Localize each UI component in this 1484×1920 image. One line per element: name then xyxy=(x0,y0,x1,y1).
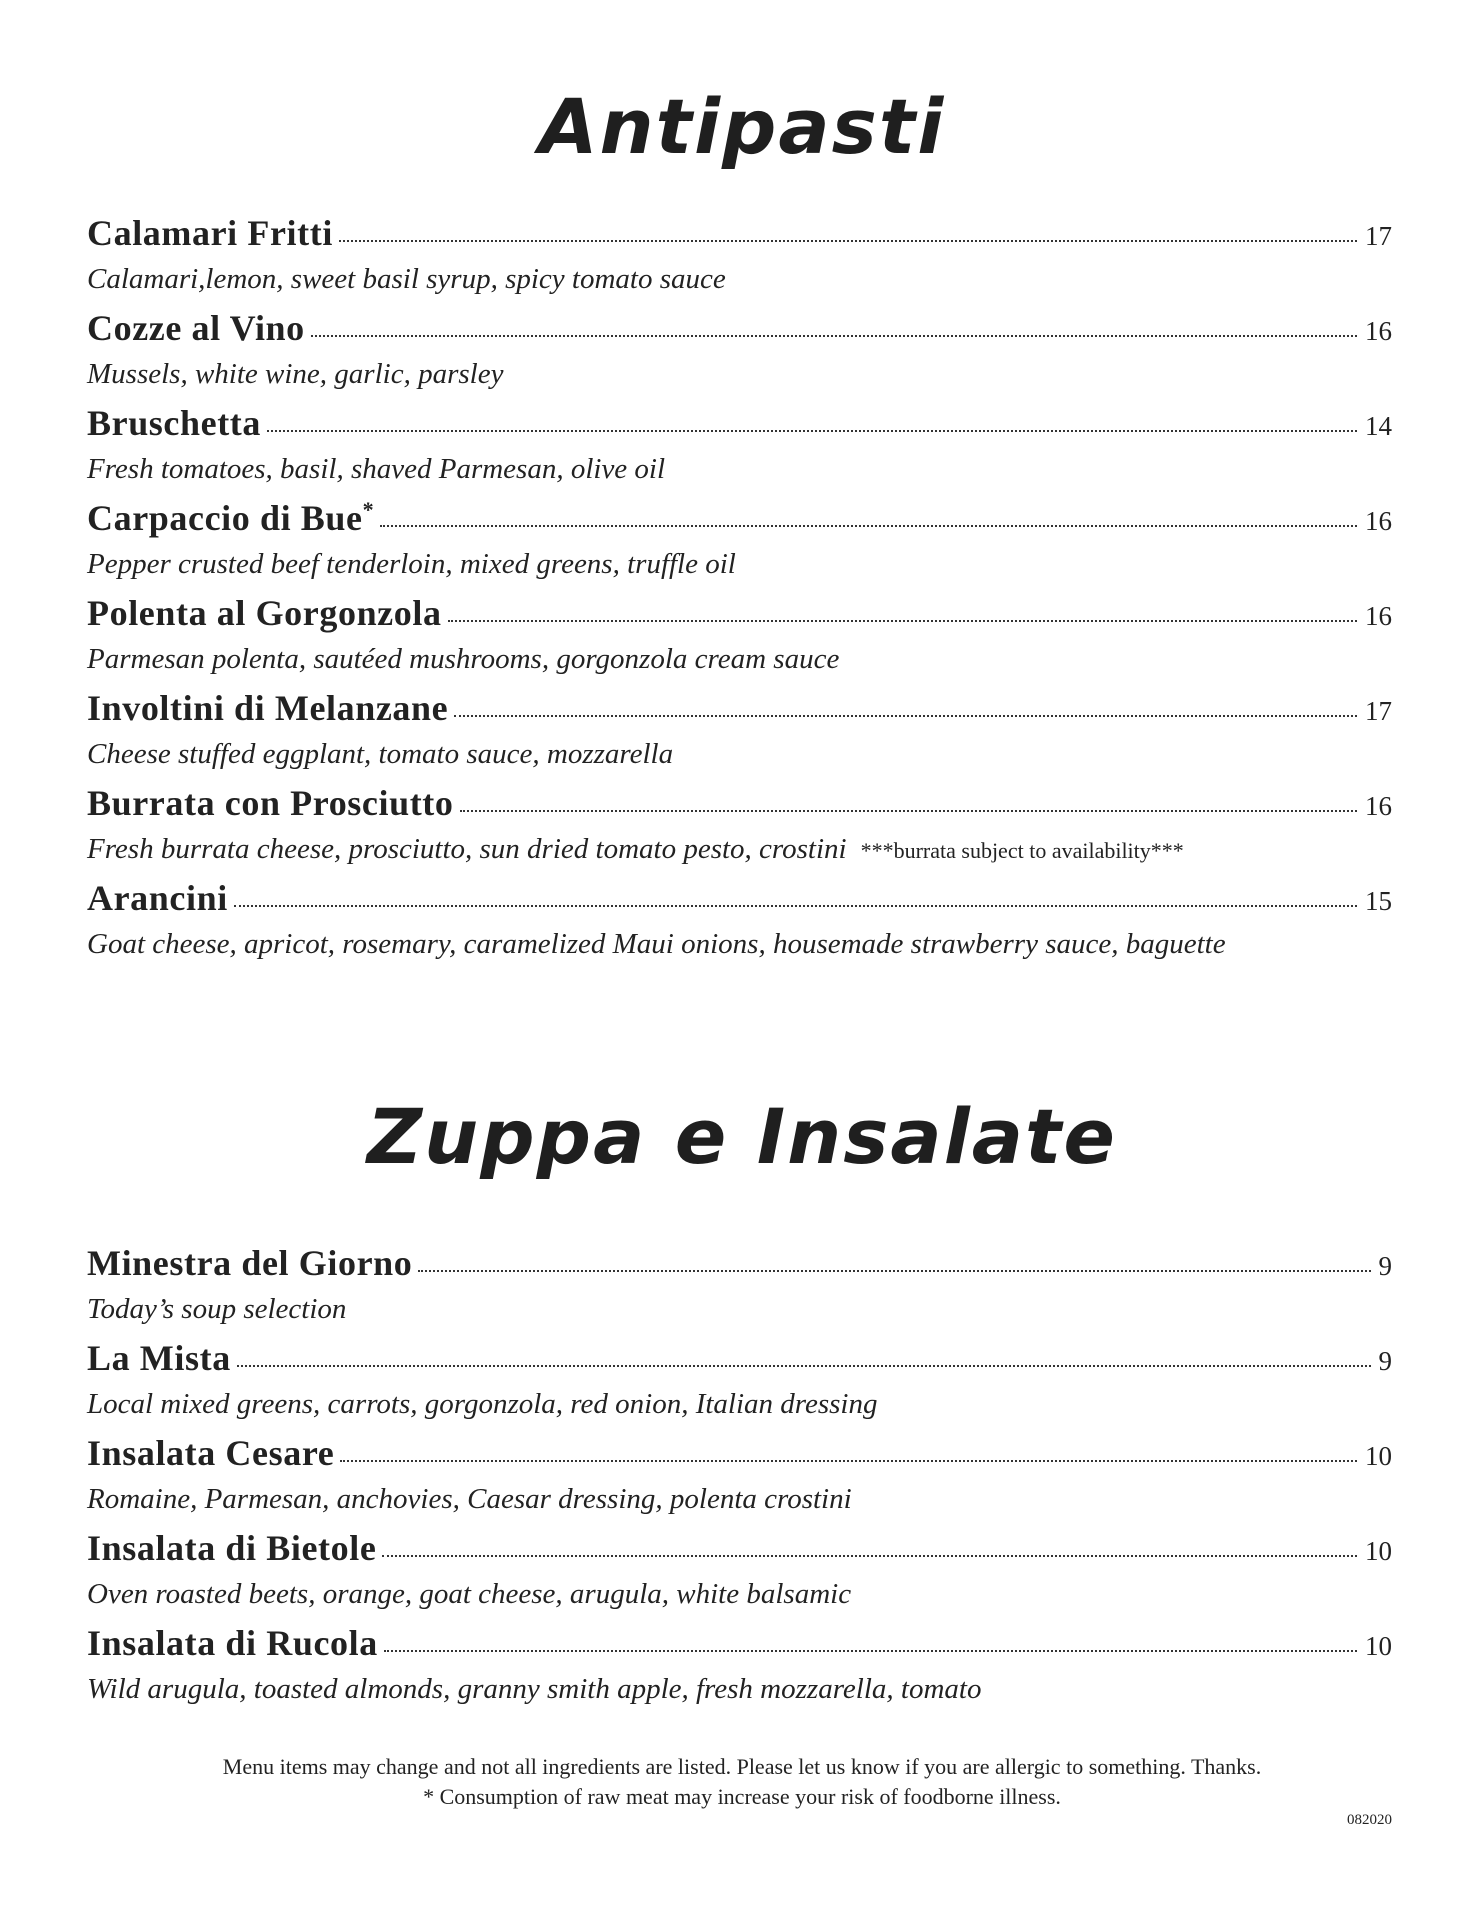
menu-item xyxy=(87,687,1392,782)
item-price: 10 xyxy=(1365,1631,1392,1661)
dot-leader xyxy=(380,525,1357,527)
item-price: 10 xyxy=(1365,1441,1392,1471)
item-description: Oven roasted beets, orange, goat cheese, arugula, white balsamic xyxy=(87,1578,852,1610)
dot-leader xyxy=(311,335,1357,337)
item-price: 16 xyxy=(1365,316,1392,346)
menu-item xyxy=(87,307,1392,402)
menu-item xyxy=(87,497,1392,592)
menu-item xyxy=(87,1337,1392,1432)
item-description: Local mixed greens, carrots, gorgonzola, red onion, Italian dressing xyxy=(87,1388,878,1420)
dot-leader xyxy=(418,1270,1370,1272)
menu-item xyxy=(87,1622,1392,1717)
availability-note: ***burrata subject to availability*** xyxy=(860,838,1184,863)
item-price: 14 xyxy=(1365,411,1392,441)
menu-item xyxy=(87,1432,1392,1527)
item-description: Wild arugula, toasted almonds, granny smith apple, fresh mozzarella, tomato xyxy=(87,1673,982,1705)
menu-item xyxy=(87,782,1392,877)
item-price: 16 xyxy=(1365,506,1392,536)
item-name: La Mista xyxy=(87,1338,231,1378)
menu-item xyxy=(87,402,1392,497)
dot-leader xyxy=(382,1555,1357,1557)
menu-item xyxy=(87,877,1392,972)
allergy-disclaimer: Menu items may change and not all ingredients are listed. Please let us know if you are allergic to something. Thanks. xyxy=(222,1754,1262,1779)
dot-leader xyxy=(339,240,1357,242)
item-name: Cozze al Vino xyxy=(87,308,305,348)
item-name-text: Carpaccio di Bue xyxy=(87,498,363,538)
antipasti-menu-list xyxy=(87,212,1392,972)
item-description: Today’s soup selection xyxy=(87,1293,347,1325)
dot-leader xyxy=(234,905,1357,907)
item-description: Calamari,lemon, sweet basil syrup, spicy tomato sauce xyxy=(87,263,726,295)
item-price: 15 xyxy=(1365,886,1392,916)
item-price: 9 xyxy=(1378,1251,1392,1281)
menu-item xyxy=(87,1242,1392,1337)
item-name: Minestra del Giorno xyxy=(87,1243,413,1283)
raw-meat-warning: * Consumption of raw meat may increase your risk of foodborne illness. xyxy=(423,1784,1061,1809)
item-description: Fresh tomatoes, basil, shaved Parmesan, olive oil xyxy=(87,453,666,485)
item-name: Burrata con Prosciutto xyxy=(87,783,454,823)
item-description: Romaine, Parmesan, anchovies, Caesar dressing, polenta crostini xyxy=(87,1483,852,1515)
zuppa-heading: Zuppa e Insalate xyxy=(367,1092,1117,1181)
item-name: Insalata Cesare xyxy=(87,1433,335,1473)
item-description-text: Fresh burrata cheese, prosciutto, sun dried tomato pesto, crostini xyxy=(87,833,847,865)
item-name: Bruschetta xyxy=(87,403,261,443)
zuppa-menu-list xyxy=(87,1242,1392,1717)
item-price: 17 xyxy=(1365,221,1392,251)
dot-leader xyxy=(454,715,1357,717)
item-description xyxy=(87,832,1392,868)
item-price: 16 xyxy=(1365,601,1392,631)
dot-leader xyxy=(267,430,1357,432)
menu-item xyxy=(87,592,1392,687)
menu-item xyxy=(87,1527,1392,1622)
item-description: Parmesan polenta, sautéed mushrooms, gorgonzola cream sauce xyxy=(87,643,840,675)
item-description: Pepper crusted beef tenderloin, mixed greens, truffle oil xyxy=(87,548,736,580)
item-description: Cheese stuffed eggplant, tomato sauce, mozzarella xyxy=(87,738,674,770)
dot-leader xyxy=(237,1365,1371,1367)
dot-leader xyxy=(384,1650,1357,1652)
dot-leader xyxy=(448,620,1357,622)
raw-meat-marker: * xyxy=(362,497,375,522)
menu-version-code: 082020 xyxy=(1347,1812,1392,1828)
item-description: Goat cheese, apricot, rosemary, caramelized Maui onions, housemade strawberry sauce, baguette xyxy=(87,928,1226,960)
item-name xyxy=(87,497,374,539)
item-name: Arancini xyxy=(87,878,228,918)
dot-leader xyxy=(340,1460,1357,1462)
item-name: Insalata di Bietole xyxy=(87,1528,377,1568)
item-price: 17 xyxy=(1365,696,1392,726)
item-name: Polenta al Gorgonzola xyxy=(87,593,442,633)
menu-item xyxy=(87,212,1392,307)
dot-leader xyxy=(460,810,1358,812)
item-price: 16 xyxy=(1365,791,1392,821)
item-name: Insalata di Rucola xyxy=(87,1623,378,1663)
item-name: Calamari Fritti xyxy=(87,213,333,253)
item-name: Involtini di Melanzane xyxy=(87,688,449,728)
antipasti-heading: Antipasti xyxy=(538,82,946,171)
item-price: 10 xyxy=(1365,1536,1392,1566)
item-price: 9 xyxy=(1378,1346,1392,1376)
item-description: Mussels, white wine, garlic, parsley xyxy=(87,358,504,390)
